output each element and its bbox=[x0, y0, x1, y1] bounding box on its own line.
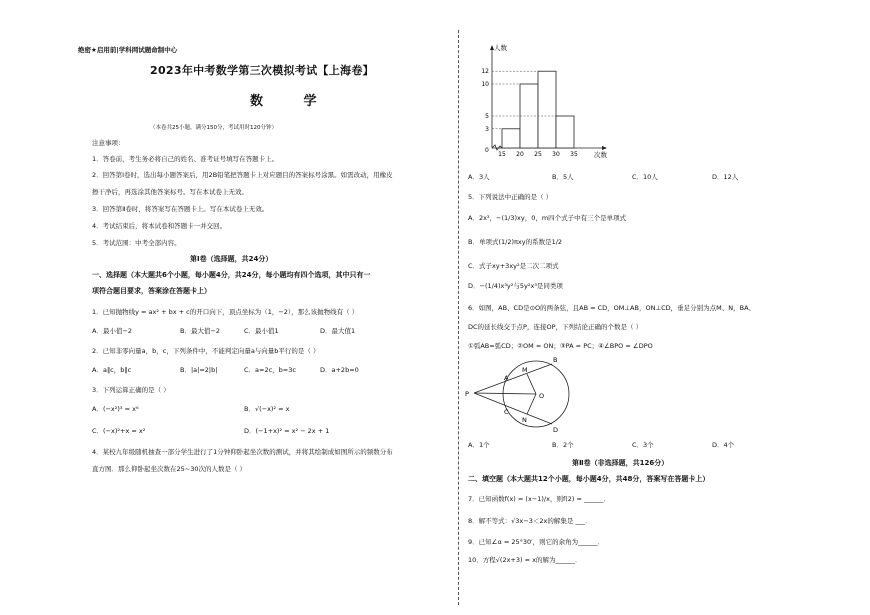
x-tick-label: 35 bbox=[570, 151, 578, 158]
label-n: N bbox=[522, 416, 527, 424]
q4-option-d: D．12人 bbox=[712, 173, 739, 181]
q6-option-b: B．2个 bbox=[552, 441, 574, 449]
line-po bbox=[474, 393, 536, 394]
label-d: D bbox=[553, 426, 559, 434]
histogram-origin-label: 0 bbox=[485, 147, 489, 154]
q5-option-c: C．式子xy+3xy²是二次二项式 bbox=[468, 262, 559, 270]
label-p: P bbox=[465, 390, 469, 398]
section2-heading: 二、填空题（本大题共12个小题，每小题4分，共48分，答案写在答题卡上） bbox=[468, 475, 710, 483]
histogram-bar bbox=[538, 71, 556, 148]
question-6-line2: DC的延长线交于点P，连接OP，下列结论正确的个数是（ ） bbox=[468, 323, 643, 331]
notice-item: 5．考试范围：中考全部内容。 bbox=[92, 239, 181, 247]
q2-option-b: B．|a|=2|b| bbox=[180, 366, 218, 374]
q6-option-a: A．1个 bbox=[468, 441, 490, 449]
q4-option-c: C．10人 bbox=[632, 173, 658, 181]
question-7: 7．已知函数f(x) = (x−1)/x，则f(2) = ______． bbox=[468, 495, 611, 503]
histogram-xlabel: 次数 bbox=[594, 151, 607, 159]
exam-title: 2023年中考数学第三次模拟考试【上海卷】 bbox=[150, 64, 374, 77]
q5-option-b: B．单项式(1/2)πxy的系数是1/2 bbox=[468, 238, 563, 246]
q2-option-c: C．a=2c，b=3c bbox=[244, 366, 296, 374]
secret-label: 绝密★启用前|学科网试题命制中心 bbox=[78, 46, 178, 54]
notice-item: 3．回答第Ⅱ卷时，将答案写在答题卡上。写在本试卷上无效。 bbox=[92, 205, 269, 213]
q6-option-c: C．3个 bbox=[632, 441, 654, 449]
q1-option-d: D．最大值1 bbox=[320, 327, 356, 335]
section1-line1: 一、选择题（本大题共6个小题，每小题4分，共24分，每小题均有四个选项，其中只有一 bbox=[92, 271, 371, 279]
question-10: 10．方程√(2x+3) = x的解为______． bbox=[468, 556, 582, 564]
q6-option-d: D．4个 bbox=[712, 441, 735, 449]
line-on bbox=[527, 394, 536, 414]
label-m: M bbox=[522, 366, 528, 374]
q3-option-a: A．(−x²)³ = x⁶ bbox=[92, 405, 139, 413]
histogram-chart bbox=[466, 42, 626, 164]
q2-option-d: D．a+2b=0 bbox=[320, 366, 359, 374]
exam-note: （本卷共25小题，满分150分，考试用时120分钟） bbox=[150, 125, 277, 131]
histogram-bar bbox=[556, 116, 574, 148]
label-o: O bbox=[539, 392, 545, 400]
right-column bbox=[462, 0, 870, 615]
histogram-bar bbox=[502, 129, 520, 148]
question-8: 8．解不等式：√3x−3＜2x的解集是 ___． bbox=[468, 517, 592, 525]
label-c: C bbox=[504, 408, 509, 416]
question-2-stem: 2．已知非零向量a，b，c，下列条件中，不能判定向量a与向量b平行的是（ ） bbox=[92, 347, 320, 355]
histogram-ylabel: 人数 bbox=[494, 44, 507, 52]
axis-break bbox=[492, 145, 502, 150]
x-tick-label: 20 bbox=[516, 151, 524, 158]
q5-option-a: A．2x³，−(1/3)xy，0，m四个式子中有三个是单项式 bbox=[468, 214, 627, 222]
q3-option-d: D．(−1+x)² = x² − 2x + 1 bbox=[244, 427, 330, 435]
x-tick-label: 25 bbox=[534, 151, 542, 158]
question-3-stem: 3．下列运算正确的是（ ） bbox=[92, 386, 170, 394]
y-tick-label: 12 bbox=[481, 68, 489, 76]
y-tick-label: 10 bbox=[481, 81, 489, 88]
q5-option-d: D．−(1/4)x³y²与5y²x³是同类项 bbox=[468, 282, 563, 290]
question-6-line3: ①弧AB=弧CD；②OM = ON；③PA = PC；④∠BPO = ∠DPO bbox=[468, 342, 653, 350]
subject-title: 数 学 bbox=[250, 94, 335, 109]
question-6-line1: 6．如图，AB、CD是⊙O的两条弦，且AB = CD，OM⊥AB，ON⊥CD，垂足分别为点M、N，BA、 bbox=[468, 304, 756, 312]
q3-option-b: B．√(−x)² = x bbox=[244, 405, 290, 413]
q4-option-a: A．3人 bbox=[468, 173, 490, 181]
question-4-line2: 直方图．那么仰卧起坐次数在25~30次的人数是（ ） bbox=[92, 465, 247, 473]
question-4-line1: 4．某校九年级随机抽查一部分学生进行了1分钟仰卧起坐次数的测试，并将其绘制成如图所示的频数分布 bbox=[92, 448, 393, 456]
y-tick-label: 3 bbox=[485, 125, 489, 133]
y-tick-label: 5 bbox=[485, 113, 489, 120]
part2-heading: 第Ⅱ卷（非选择题，共126分） bbox=[572, 459, 669, 467]
q2-option-a: A．a∥c，b∥c bbox=[92, 366, 132, 374]
line-om bbox=[527, 374, 536, 394]
part1-heading: 第Ⅰ卷（选择题，共24分） bbox=[190, 255, 273, 263]
label-a: A bbox=[504, 374, 509, 382]
label-b: B bbox=[553, 356, 558, 364]
x-axis-arrow bbox=[602, 146, 607, 150]
histogram-svg bbox=[466, 42, 626, 162]
question-9: 9．已知∠α = 25°30′，则它的余角为______． bbox=[468, 538, 605, 546]
q1-option-a: A．最小值−2 bbox=[92, 327, 133, 335]
notice-item: 4．考试结束后，将本试卷和答题卡一并交回。 bbox=[92, 222, 227, 230]
circle-diagram-svg bbox=[464, 352, 594, 434]
notice-item: 擦干净后，再选涂其他答案标号。写在本试卷上无效。 bbox=[92, 188, 248, 196]
notice-item: 1．答卷前，考生务必将自己的姓名、准考证号填写在答题卡上。 bbox=[92, 155, 279, 163]
x-tick-label: 15 bbox=[498, 151, 506, 158]
question-5-stem: 5．下列说法中正确的是（ ） bbox=[468, 193, 553, 201]
question-1-stem: 1．已知抛物线y = ax² + bx + c的开口向下，顶点坐标为（1，−2），那么该抛物线有（ ） bbox=[92, 308, 359, 316]
notice-item: 2．回答第Ⅰ卷时，选出每小题答案后，用2B铅笔把答题卡上对应题目的答案标号涂黑。如需改动，用橡皮 bbox=[92, 171, 393, 179]
section1-line2: 项符合题目要求，答案涂在答题卡上） bbox=[92, 287, 211, 295]
line-pb bbox=[474, 364, 552, 393]
x-tick-label: 30 bbox=[552, 151, 560, 158]
notice-heading: 注意事项： bbox=[92, 139, 125, 147]
q3-option-c: C．(−x)²+x = x² bbox=[92, 427, 146, 435]
circle-diagram bbox=[464, 352, 594, 436]
q1-option-c: C．最小值1 bbox=[244, 327, 279, 335]
q1-option-b: B．最大值−2 bbox=[180, 327, 221, 335]
q4-option-b: B．5人 bbox=[552, 173, 574, 181]
